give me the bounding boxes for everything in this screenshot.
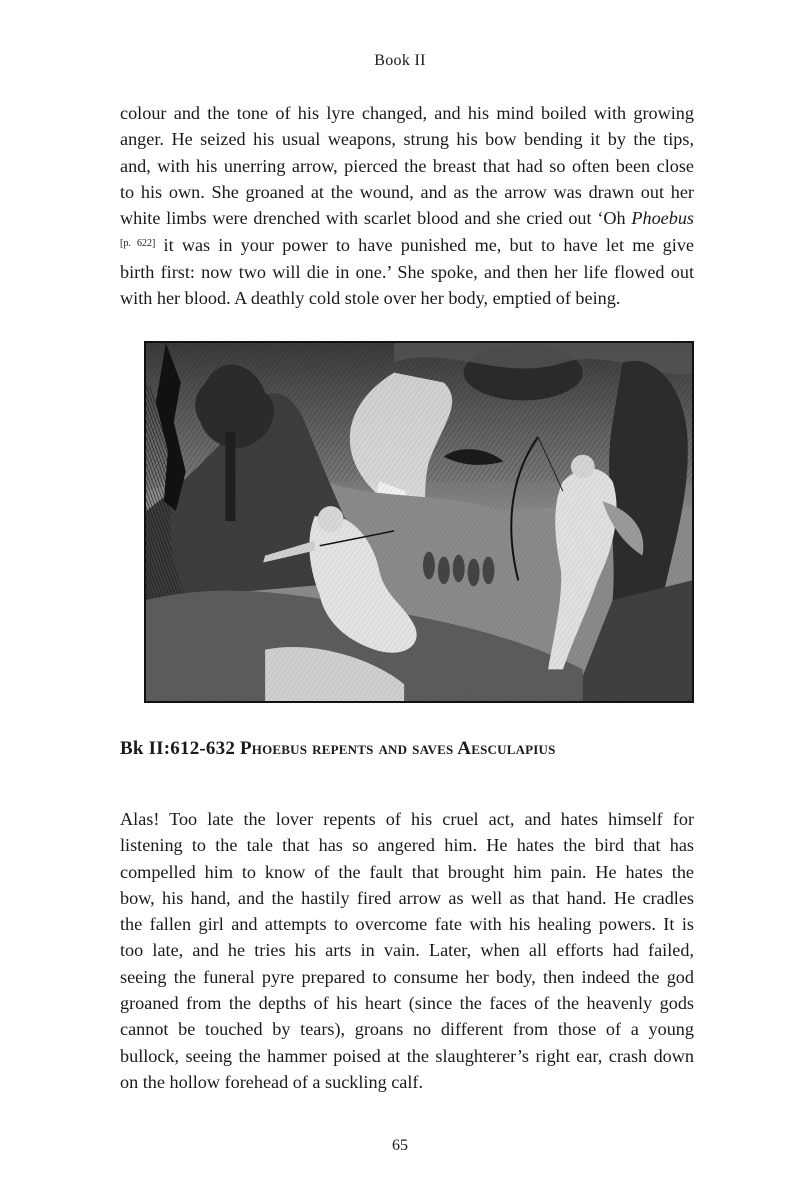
text-line: listening to the tale that has so angered him. He hates the bird that has	[120, 835, 694, 856]
text-line: too late, and he tries his arts in vain. Later, when all efforts had failed,	[120, 940, 694, 961]
section-title: Phoebus repents and saves Aesculapius	[240, 738, 556, 759]
text-line: with her blood. A deathly cold stole over her body, emptied of being.	[120, 288, 621, 309]
running-head: Book II	[374, 52, 426, 69]
text-line: on the hollow forehead of a suckling calf.	[120, 1071, 424, 1092]
text-line: and, with his unerring arrow, pierced the breast that had so often been close	[120, 155, 694, 176]
section-heading	[120, 738, 720, 760]
body-paragraph-1	[120, 100, 694, 311]
text-line: Alas! Too late the lover repents of his cruel act, and hates himself for	[120, 809, 694, 829]
text-line: groaned from the depths of his heart (since the faces of the heavenly gods	[120, 993, 694, 1014]
text-line: bow, his hand, and the hastily fired arrow as well as that hand. He cradles	[120, 887, 694, 908]
page-reference-marker: [p. 622]	[120, 238, 156, 250]
text-line: bullock, seeing the hammer poised at the slaughterer’s right ear, crash down	[120, 1045, 694, 1066]
text-line-segment: it was in your power to have punished me, but to have let me give	[163, 235, 694, 256]
italic-name-phoebus: Phoebus	[631, 208, 694, 229]
body-paragraph-2	[120, 806, 694, 1095]
text-line: to his own. She groaned at the wound, and as the arrow was drawn out her	[120, 181, 694, 202]
engraving-illustration	[144, 341, 694, 703]
text-line	[120, 205, 694, 231]
section-reference: Bk II:612-632	[120, 738, 236, 759]
text-line: seeing the funeral pyre prepared to consume her body, then indeed the god	[120, 966, 694, 987]
page-number: 65	[392, 1137, 408, 1154]
text-line: cannot be touched by tears), groans no different from those of a young	[120, 1019, 694, 1040]
engraving-artwork	[146, 343, 692, 701]
text-line-segment: white limbs were drenched with scarlet blood and she cried out ‘Oh	[120, 208, 626, 229]
text-line: compelled him to know of the fault that brought him pain. He hates the	[120, 861, 694, 882]
text-line	[120, 231, 694, 258]
text-line: the fallen girl and attempts to overcome fate with his healing powers. It is	[120, 914, 694, 935]
text-line: colour and the tone of his lyre changed, and his mind boiled with growing	[120, 103, 694, 123]
text-line: anger. He seized his usual weapons, strung his bow bending it by the tips,	[120, 129, 694, 150]
text-line: birth first: now two will die in one.’ She spoke, and then her life flowed out	[120, 261, 694, 282]
